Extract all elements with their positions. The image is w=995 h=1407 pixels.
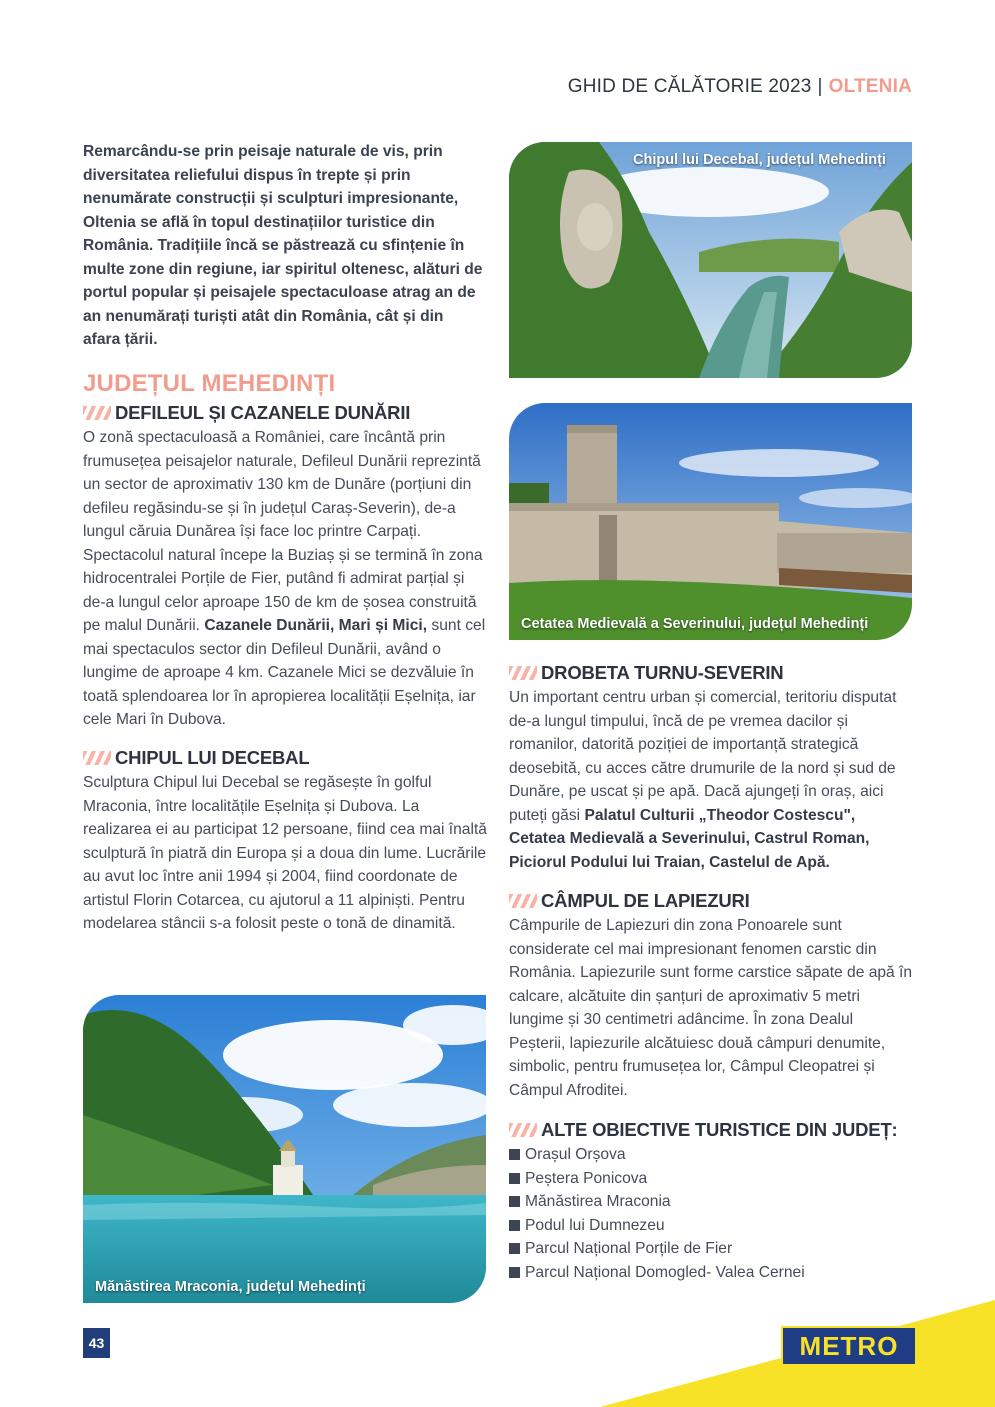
section-title-text: DEFILEUL ȘI CAZANELE DUNĂRII: [115, 402, 411, 423]
section-title-text: DROBETA TURNU-SEVERIN: [541, 662, 784, 683]
photo-caption-decebal: Chipul lui Decebal, județul Mehedinți: [633, 152, 886, 168]
list-item-label: Parcul Național Porțile de Fier: [525, 1240, 733, 1257]
square-bullet-icon: [509, 1173, 520, 1184]
decebal-text: Sculptura Chipul lui Decebal se regăsește în golful Mraconia, între localitățile Eșelnița și Dubova. La realizarea ei au participat 12 persoane, fiind cea mai înaltă sculptură în piatră din Europa și a doua din lume. Lucrările au avut loc între anii 1994 și 2004, fiind coordonate de artistul Florin Cotarcea, cu ajutorul a 11 alpiniști. Pentru modelarea stâncii s-a folosit peste o tonă de dinamită.: [83, 774, 487, 932]
drobeta-text: [509, 686, 913, 874]
photo-caption-mraconia: Mănăstirea Mraconia, județul Mehedinți: [95, 1279, 366, 1295]
attractions-list: [509, 1143, 805, 1284]
page-header: [568, 76, 912, 98]
square-bullet-icon: [509, 1196, 520, 1207]
list-item-label: Orașul Orșova: [525, 1146, 626, 1163]
page-number: 43: [83, 1328, 110, 1358]
header-separator: |: [817, 76, 823, 97]
defileu-text: [83, 426, 488, 732]
slash-marks-icon: [509, 666, 537, 680]
section-title-drobeta: [509, 662, 783, 684]
guide-title: GHID DE CĂLĂTORIE 2023: [567, 76, 812, 97]
slash-marks-icon: [83, 751, 111, 765]
intro-paragraph: Remarcându-se prin peisaje naturale de vis, prin diversitatea reliefului dispus în trepte și prin nenumărate construcții și sculpturi impresionante, Oltenia se află în topul destinațiilor turistice din România. Tradițiile încă se păstrează cu sfințenie în multe zone din regiune, iar spiritul oltenesc, alături de portul popular și peisajele spectaculoase atrag an de an nenumărați turiști atât din România, cât și din afara țării.: [83, 143, 483, 348]
list-item: [509, 1190, 805, 1214]
logo-text: METRO: [799, 1330, 899, 1361]
section-title-defileu: [83, 402, 410, 424]
defileu-text-part2: sunt cel mai spectaculos sector din Defileul Dunării, având o lungime de aproape 4 km. Cazanele Mici se dezvăluie în toată splendoarea lor în apropierea localității Eșelnița, iar cele Mari în Dubova.: [83, 617, 486, 728]
list-item: [509, 1167, 805, 1191]
square-bullet-icon: [509, 1149, 520, 1160]
lapiezuri-text: Câmpurile de Lapiezuri din zona Ponoarele sunt considerate cel mai impresionant fenomen carstic din România. Lapiezurile sunt forme carstice săpate de apă în calcare, alcătuite din șanțuri de aproximativ 5 metri lungime și 30 centimetri adâncime. În zona Dealul Peșterii, lapiezurile alcătuiesc două câmpuri denumite, simbolic, pentru frumusețea lor, Câmpul Cleopatrei și Câmpul Afroditei.: [509, 917, 913, 1099]
square-bullet-icon: [509, 1243, 520, 1254]
defileu-text-bold: Cazanele Dunării, Mari și Mici,: [204, 617, 428, 634]
region-name: OLTENIA: [828, 76, 912, 97]
drobeta-text-part1: Un important centru urban și comercial, teritoriu disputat de-a lungul timpului, încă de pe vremea dacilor și romanilor, datorită poziției de importanță strategică deosebită, cu acces către drumurile de la nord și sud de Dunăre, pe uscat și pe apă. Dacă ajungeți în oraș, aici puteți găsi: [509, 689, 897, 824]
square-bullet-icon: [509, 1220, 520, 1231]
list-item-label: Peștera Ponicova: [525, 1169, 648, 1187]
list-item-label: Podul lui Dumnezeu: [525, 1216, 665, 1234]
list-item: [509, 1237, 805, 1261]
photo-mraconia: [83, 995, 486, 1303]
slash-marks-icon: [509, 1123, 537, 1137]
section-title-text: ALTE OBIECTIVE TURISTICE DIN JUDEȚ:: [541, 1119, 898, 1140]
section-title-decebal: [83, 747, 309, 769]
list-item-label: Parcul Național Domogled- Valea Cernei: [525, 1263, 805, 1281]
metro-logo: [781, 1326, 917, 1366]
defileu-text-part1: O zonă spectaculoasă a României, care încântă prin frumusețea peisajelor naturale, Defileul Dunării reprezintă un sector de aproximativ 130 km de Dunăre (porțiuni din defileu regăsindu-se și în județul Caraș-Severin), de-a lungul căruia Dunărea își face loc printre Carpați. Spectacolul natural începe la Buziaș și se termină în zona hidrocentralei Porțile de Fier, putând fi admirat parțial și de-a lungul celor aproape 150 de km de șosea construită pe malul Dunării.: [83, 429, 483, 634]
section-title-alte: [509, 1119, 898, 1141]
county-title: JUDEȚUL MEHEDINȚI: [83, 370, 336, 397]
list-item: [509, 1261, 805, 1285]
photo-cetate: [509, 403, 912, 640]
slash-marks-icon: [83, 406, 111, 420]
photo-caption-cetate: Cetatea Medievală a Severinului, județul Mehedinți: [521, 616, 869, 632]
slash-marks-icon: [509, 894, 537, 908]
drobeta-text-bold: Palatul Culturii „Theodor Costescu", Cetatea Medievală a Severinului, Castrul Roman, Piciorul Podului lui Traian, Castelul de Apă.: [509, 806, 870, 871]
square-bullet-icon: [509, 1267, 520, 1278]
list-item: [509, 1143, 805, 1167]
section-title-text: CHIPUL LUI DECEBAL: [115, 747, 310, 768]
section-title-lapiezuri: [509, 890, 750, 912]
section-title-text: CÂMPUL DE LAPIEZURI: [541, 890, 750, 911]
list-item-label: Mănăstirea Mraconia: [525, 1193, 671, 1210]
photo-decebal: [509, 142, 912, 378]
list-item: [509, 1214, 805, 1238]
